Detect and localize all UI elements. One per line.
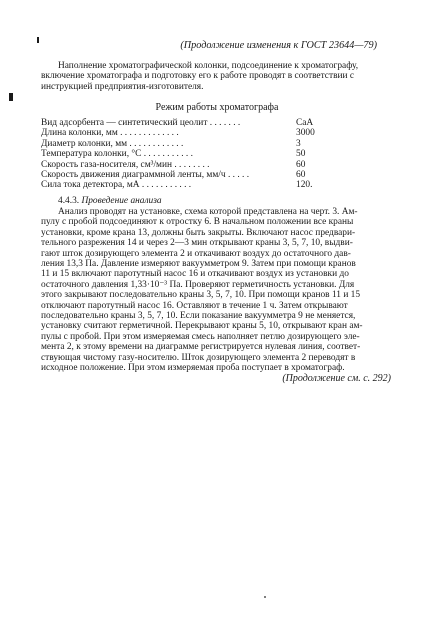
param-label: Скорость газа-носителя, см³/мин . . . . . . . . bbox=[41, 159, 210, 170]
scan-speck bbox=[264, 596, 266, 598]
param-row bbox=[41, 139, 391, 149]
param-value: 3000 bbox=[296, 128, 315, 139]
param-row bbox=[41, 170, 391, 180]
intro-line: Наполнение хроматографической колонки, подсоединение к хроматографу, bbox=[58, 61, 359, 71]
param-value: 60 bbox=[296, 159, 306, 170]
body-line: Анализ проводят на установке, схема которой представлена на черт. 3. Ам- bbox=[58, 207, 358, 217]
param-value: CaA bbox=[296, 118, 314, 128]
intro-line: включение хроматографа и подготовку его к работе проводят в соответствии с bbox=[41, 71, 355, 82]
section-heading bbox=[41, 196, 393, 206]
body-line: последовательно краны 3, 5, 7, 10. Если показание вакуумметра 9 не меняется, bbox=[41, 311, 356, 322]
page-header: (Продолжение изменения к ГОСТ 23644—79) bbox=[180, 40, 377, 51]
param-row bbox=[41, 149, 391, 159]
regime-title: Режим работы хроматографа bbox=[155, 102, 279, 113]
continuation-note: (Продолжение см. с. 292) bbox=[282, 373, 391, 384]
param-value: 120. bbox=[296, 180, 313, 191]
body-line: отключают паротутный насос 16. Оставляют в течение 1 ч. Затем открывают bbox=[41, 300, 348, 311]
body-line: установку считают герметичной. Перекрывают краны 5, 10, открывают кран ам- bbox=[41, 321, 363, 332]
intro-paragraph bbox=[41, 61, 393, 92]
body-line: мента 2, к этому времени на диаграмме регистрируется нулевая линия, соответ- bbox=[41, 342, 361, 353]
param-row bbox=[41, 160, 391, 170]
body-line: остаточного давления 1,33·10⁻³ Па. Проверяют герметичность установки. Для bbox=[41, 279, 355, 290]
param-label: Температура колонки, °C . . . . . . . . . . . bbox=[41, 149, 193, 160]
param-label: Диаметр колонки, мм . . . . . . . . . . . . bbox=[41, 138, 184, 149]
param-row bbox=[41, 180, 391, 190]
param-label: Длина колонки, мм . . . . . . . . . . . . . bbox=[41, 128, 179, 139]
body-line: 11 и 15 включают паротутный насос 16 и откачивают воздух из установки до bbox=[41, 269, 349, 280]
param-label: Вид адсорбента — синтетический цеолит . . . . . . . bbox=[41, 118, 241, 128]
body-line: ствующая чистому газу-носителю. Шток дозирующего элемента 2 переводят в bbox=[41, 352, 356, 363]
param-value: 60 bbox=[296, 170, 306, 181]
body-line: исходное положение. При этом измеряемая проба поступает в хроматограф. bbox=[41, 363, 345, 374]
param-row bbox=[41, 118, 391, 128]
body-line: пулы с пробой. При этом измеряемая смесь наполняет петлю дозирующего эле- bbox=[41, 331, 360, 342]
param-label: Сила тока детектора, мА . . . . . . . . . . . bbox=[41, 180, 192, 191]
body-line: пулу с пробой подсоединяют к отростку 6. В начальном положении все краны bbox=[41, 217, 354, 228]
param-value: 50 bbox=[296, 149, 306, 160]
section-number: 4.4.3. bbox=[58, 196, 80, 206]
body-line: установки, кроме крана 13, должны быть закрыты. Включают насос предвари- bbox=[41, 227, 356, 238]
intro-line: инструкцией предприятия-изготовителя. bbox=[41, 81, 204, 92]
body-line: ления 13,3 Па. Давление измеряют вакуумметром 9. Затем при помощи кранов bbox=[41, 259, 356, 270]
param-value: 3 bbox=[296, 138, 301, 149]
margin-bar bbox=[9, 93, 13, 101]
analysis-paragraph bbox=[41, 207, 393, 374]
params-table bbox=[41, 118, 391, 191]
body-line: тельного разрежения 14 и через 2—3 мин открывают краны 3, 5, 7, 10, выдви- bbox=[41, 238, 353, 249]
body-line: этого закрывают последовательно краны 3, 5, 7, 10. При помощи кранов 11 и 15 bbox=[41, 290, 361, 301]
param-label: Скорость движения диаграммной ленты, мм/ч . . . . . bbox=[41, 170, 250, 181]
margin-mark bbox=[37, 37, 39, 43]
section-title: Проведение анализа bbox=[81, 196, 162, 206]
body-line: гают шток дозирующего элемента 2 и откачивают воздух до остаточного дав- bbox=[41, 248, 351, 259]
param-row bbox=[41, 128, 391, 138]
